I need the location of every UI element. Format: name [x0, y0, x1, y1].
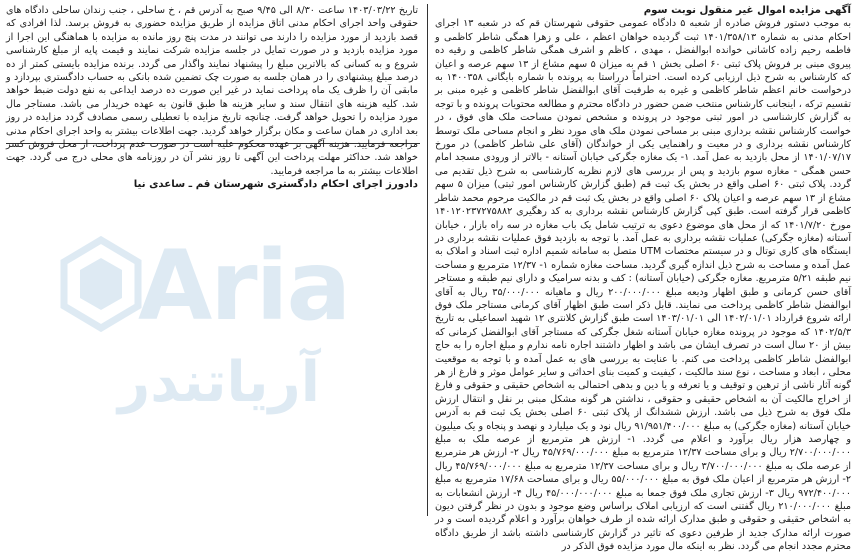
notice-signature: دادورز اجرای احکام دادگستری شهرستان قم ـ ساعدی نیا	[133, 179, 418, 191]
notice-body: به موجب دستور فروش صادره از شعبه ۵ دادگاه عمومی حقوقی شهرستان قم که در شعبه ۱۳ اجرای احکام مدنی به شماره ۱۴۰۱/۳۵۸/۱۳ ثبت گردیده خواهان اعظم ، علی و زهرا همگی شاطر کاظمی و فاطمه رحیم زاده کاشانی خوانده ابوالفضل ، مهدی ، کاظم و اشرف همگی شاطر کاظمی و رقیه ده پیروی مبنی بر فروش پلاک ثبتی ۶۰ اصلی بخش ۱ قم به میزان ۵ سهم مشاع از ۱۳ سهم عرصه و اعیان که کارشناس به شرح ذیل ارزیابی کرده است. احتراماً درراستا به پرونده با شماره بایگانی ۱۴۰۰۳۵۸ به درخواست خانم اعظم شاطر کاظمی و غیره به طرفیت آقای ابوالفضل شاطر کاظمی و غیره مبنی بر تقسیم ترکه ، اینجانب کارشناس منتخب ضمن حضور در دادگاه محترم و مطالعه محتویات پرونده و با توجه به گزارش کارشناسی در امور ثبتی موجود در پرونده و مشخص نمودن مساحت ملک های فوق ، در خواست کارشناس نقشه برداری مبنی بر مساحی نمودن ملک های مورد نظر و انجام مساحی ملک توسط کارشناس نقشه برداری و در معیت و راهنمایی یکی از خواندگان (آقای علی شاطر کاظمی) در مورخ ۱۴۰۱/۰۷/۱۷ از محل بازدید به عمل آمد. ۱- یک مغازه جگرکی خیابان آستانه - بالاتر از ورودی مسجد امام حسن همگی - مغازه سوم بازدید و پس از بررسی های لازم نظریه کارشناسی به شرح ذیل تقدیم می گردد. پلاک ثبتی ۶۰ اصلی واقع در بخش یک ثبت قم (طبق گزارش کارشناس امور ثبتی) میزان ۵ سهم مشاع از ۱۳ سهم عرصه و اعیان پلاک ۶۰ اصلی واقع در بخش یک ثبت قم در مالکیت مرحوم محمد شاطر کاظمی قرار گرفته است. طبق کپی گزارش کارشناس نقشه برداری به کد رهگیری ۱۴۰۱۲۰۲۳۷۲۷۵۸۸۲ مورخ ۱۴۰۱/۷/۲۰ که از محل های موضوع دعوی به ترتیب شامل یک باب مغازه در سه راه بازار ، خیابان آستانه (مغازه جگرکی) عملیات نقشه برداری به عمل آمد. با توجه به بازدید فوق عملیات نقشه برداری در ایستگاه های کاری توتال و در سیستم مختصات UTM متصل به سامانه شمیم اداره ثبت اسناد و املاک به عمل آمده و مساحت به شرح ذیل اندازه گیری گردید. مساحت مغازه شماره ۱- ۱۲/۳۷ مترمربع و مساحت نیم طبقه ۵/۲۱ مترمربع. مغازه جگرکی (خیابان آستانه) : کف و بدنه سرامیک و دارای نیم طبقه و مستاجر آقای حسن کرمانی و طبق اظهار ودیعه مبلغ ۲۰۰/۰۰۰/۰۰۰ ریال و ماهیانه ۳۵/۰۰۰/۰۰۰ ریال به آقای ابوالفضل شاطر کاظمی پرداخت می نمایند. قابل ذکر است طبق اظهار آقای کرمانی مستاجر ملک فوق ارائه شروع قرارداد ۱۴۰۲/۰۱/۰۱ الی ۱۴۰۳/۰۱/۰۱ است طبق گزارش کلانتری ۱۲ شهید اسماعیلی به تاریخ ۱۴۰۲/۵/۳ که موجود در پرونده مغازه خیابان آستانه شغل جگرکی که مستاجر آقای ابوالفضل کرمانی که بیش از ۲۰ سال است در تصرف ایشان می باشد و اظهار داشتند اجاره نامه ندارم و مبلغ اجاره را به حاج ابوالفضل شاطر کاظمی پرداخت می کنم. با عنایت به بررسی های به عمل آمده و با توجه به موقعیت محلی ، ابعاد و مساحت ، نوع سند مالکیت ، کیفیت و کمیت بنای احداثی و سایر عوامل موثر و فارغ از هر گونه آثار ناشی از ترهین و توقیف و یا تعرفه و یا دین و بدهی احتمالی به اشخاص حقیقی و حقوقی و فارغ از اخراج مالکیت آن به اشخاص حقیقی و حقوقی ، نداشتن هر گونه مشکل مبنی بر نقل و انتقال ارزش ملک فوق به شرح ذیل می باشد. ارزش ششدانگ از پلاک ثبتی ۶۰ اصلی بخش یک ثبت قم به آدرس خیابان آستانه (مغازه جگرکی) به مبلغ ۹۱/۹۵۱/۴۰۰/۰۰۰ ریال نود و یک میلیارد و نهصد و پنجاه و یک میلیون و چهارصد هزار ریال برآورد و اعلام می گردد. ۱- ارزش هر مترمربع از عرصه ملک به مبلغ ۲/۷۰۰/۰۰۰/۰۰۰ ریال و برای مساحت ۱۲/۳۷ مترمربع به مبلغ ۴۵/۷۶۹/۰۰۰/۰۰۰ ریال ۲- ارزش هر مترمربع از عرصه ملک به مبلغ ۳/۷۰۰/۰۰۰/۰۰۰ ریال و برای مساحت ۱۲/۳۷ مترمربع به مبلغ ۴۵/۷۶۹/۰۰۰/۰۰۰ ریال ۲- ارزش هر مترمربع از اعیان ملک فوق به مبلغ ۵۵/۰۰۰/۰۰۰ ریال و برای مساحت ۱۷/۶۸ مترمربع به مبلغ ۹۷۲/۴۰۰/۰۰۰ ریال ۳- ارزش تجاری ملک فوق جمعا به مبلغ ۴۵/۰۰۰/۰۰۰/۰۰۰ ریال ۴- ارزش انشعابات به مبلغ ۲۱۰/۰۰۰/۰۰۰ ریال گفتنی است که ارزیابی املاک براساس وضع موجود و بدون در نظر گرفتن دیون به اشخاص حقیقی و حقوقی و طبق مدارک ارائه شده از طرف خواهان برآورد و اعلام گردیده است و در صورت ارائه مدارک جدید از طرفین دعوی که تاثیر در گزارش کارشناسی داشته باشد از طریق دادگاه محترم مجدد انجام می گردد. نظر به اینکه مال مورد مزایده فوق الذکر در	[435, 18, 852, 553]
column-divider	[427, 4, 428, 516]
watermark-persian: آریاتندر	[118, 350, 320, 415]
auction-notice	[435, 4, 852, 553]
continuation-body: تاریخ ۱۴۰۳/۰۳/۲۲ ساعت ۸/۳۰ الی ۹/۴۵ صبح به آدرس قم ، خ ساحلی ، جنب زندان ساحلی دادگاه های حقوقی واحد اجرای احکام مدنی اتاق مزایده از طریق مزایده حضوری به فروش برسد. لذا افرادی که قصد بازدید از مورد مزایده را دارند می توانند در مدت پنج روز مانده به مزایده با هماهنگی این اجرا از مورد مزایده بازدید و در صورت تمایل در جلسه مزایده شرکت نمایند و قیمت پایه از مبلغ کارشناسی شروع و به کسانی که بالاترین مبلغ را پیشنهاد نمایند واگذار می گردد. برنده مزایده بایستی کمتر از ده درصد مبلغ پیشنهادی را در همان جلسه به صورت چک تضمین شده بانکی به حساب دادگستری بپردازد و مابقی آن را ظرف یک ماه پرداخت نماید در غیر این صورت ده درصد ایداعی به نفع دولت ضبط خواهد شد. کلیه هزینه های انتقال سند و سایر هزینه ها طبق قانون به عهده خریدار می باشد. مستاجر مال مورد مزایده را تحویل خواهد گرفت. چنانچه تاریخ مزایده با تعطیلی رسمی مصادف گردد مزایده در روز بعد اداری در همان ساعت و مکان برگزار خواهد گردید. جهت اطلاعات بیشتر به واحد اجرای احکام مدنی مراجعه فرمایید. هزینه آگهی بر عهده محکوم علیه است در صورت عدم پرداخت، از محل فروش کسر خواهد شد. حداکثر مهلت پرداخت این آگهی تا روز نشر آن در روزنامه های محلی درج می گردد. جهت اطلاعات بیشتر به ما مراجعه فرمایید.	[6, 5, 418, 177]
notice-continuation	[6, 4, 418, 191]
notice-title: آگهی مزایده اموال غیر منقول نوبت سوم	[643, 5, 851, 16]
aria-logo-icon	[58, 236, 144, 332]
watermark-brand: Aria	[138, 230, 350, 342]
watermark	[58, 200, 478, 460]
